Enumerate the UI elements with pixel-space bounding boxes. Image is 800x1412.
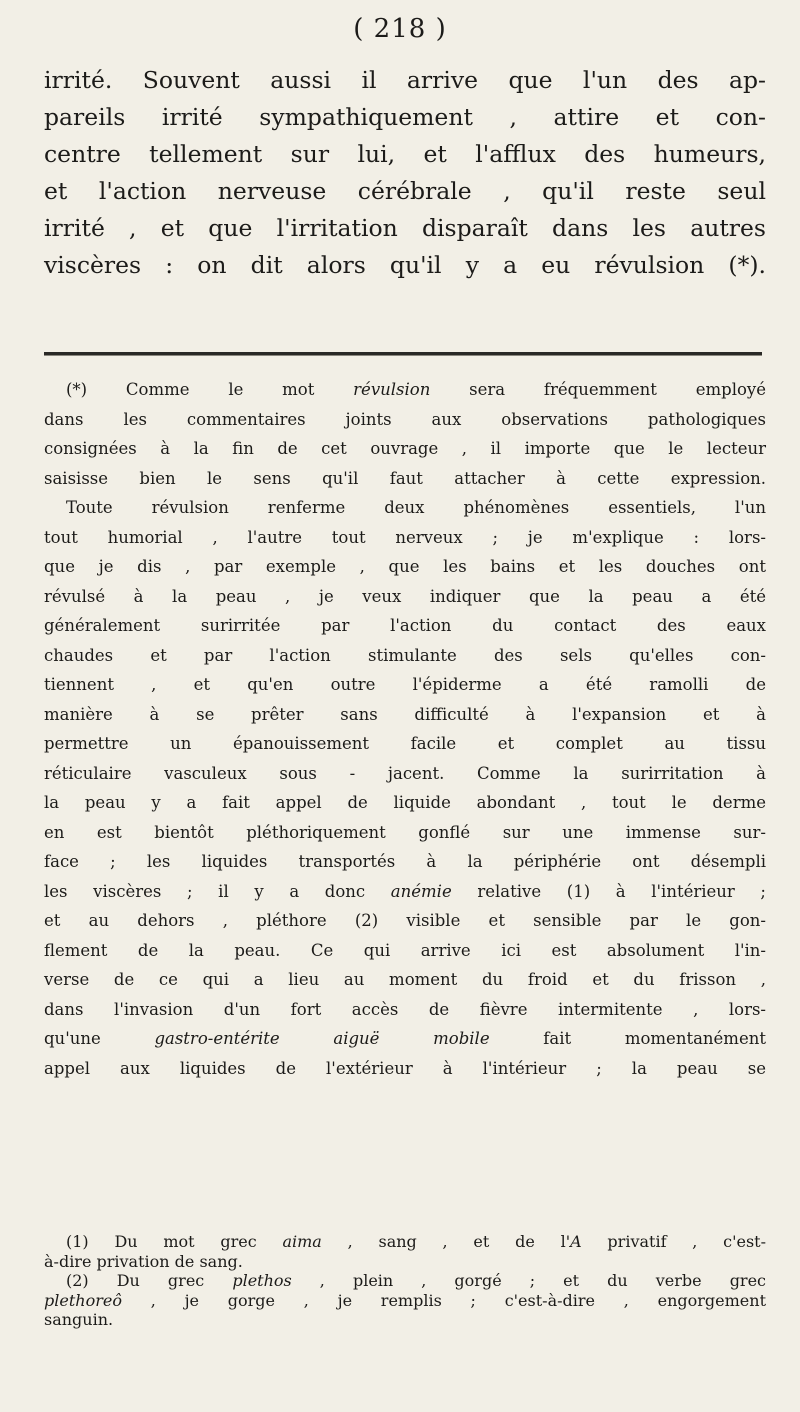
footnote-line: manière à se prêter sans difficulté à l'expansion et à <box>44 704 766 724</box>
footnote-star <box>44 375 766 1083</box>
footnote-line: flement de la peau. Ce qui arrive ici est absolument l'in- <box>44 940 766 960</box>
footnote-line: saisisse bien le sens qu'il faut attacher à cette expression. <box>44 468 766 488</box>
footnote-line: révulsé à la peau , je veux indiquer que la peau a été <box>44 586 766 606</box>
main-line: et l'action nerveuse cérébrale , qu'il reste seul <box>44 177 766 205</box>
page-number: ( 218 ) <box>353 14 447 44</box>
footnote-line: Toute révulsion renferme deux phénomènes essentiels, l'un <box>66 498 766 517</box>
note-italic: A <box>570 1232 582 1251</box>
footnote-line: tiennent , et qu'en outre l'épiderme a été ramolli de <box>44 675 766 694</box>
footnote-line: dans l'invasion d'un fort accès de fièvre intermitente , lors- <box>44 999 766 1019</box>
note-2-line <box>44 1291 766 1311</box>
footnote-line: dans les commentaires joints aux observations pathologiques <box>44 409 766 429</box>
note-italic: plethos <box>232 1271 292 1290</box>
main-line: irrité. Souvent aussi il arrive que l'un des ap- <box>44 66 766 94</box>
footnote-line: verse de ce qui a lieu au moment du froid et du frisson , <box>44 970 766 989</box>
footnote-text: les viscères ; il y a donc <box>44 881 391 901</box>
footnote-line: en est bientôt pléthoriquement gonflé sur une immense sur- <box>44 822 766 842</box>
note-text: (2) Du grec <box>66 1271 233 1290</box>
note-text: (1) Du mot grec <box>66 1232 283 1251</box>
main-line: centre tellement sur lui, et l'afflux des humeurs, <box>44 140 766 168</box>
footnote-italic: révulsion <box>353 380 431 399</box>
note-2-line <box>44 1271 766 1291</box>
note-1-line: à-dire privation de sang. <box>44 1251 243 1271</box>
note-text: , plein , gorgé ; et du verbe grec <box>291 1271 767 1290</box>
footnote-line: appel aux liquides de l'extérieur à l'intérieur ; la peau se <box>44 1058 766 1078</box>
footnote-italic: anémie <box>390 881 452 901</box>
main-line: pareils irrité sympathiquement , attire et con- <box>44 103 766 131</box>
footnote-line: chaudes et par l'action stimulante des sels qu'elles con- <box>44 645 766 665</box>
footnote-italic: gastro-entérite aiguë mobile <box>154 1029 490 1048</box>
footnote-line: tout humorial , l'autre tout nerveux ; je m'explique : lors- <box>44 527 766 547</box>
footnote-line: que je dis , par exemple , que les bains et les douches ont <box>44 557 766 576</box>
sub-notes <box>44 1232 766 1330</box>
main-line: viscères : on dit alors qu'il y a eu révulsion (*). <box>44 251 766 279</box>
footnote-line <box>44 1024 766 1054</box>
note-italic: aima <box>282 1232 322 1251</box>
footnote-line: réticulaire vasculeux sous - jacent. Comme la surirritation à <box>44 763 766 783</box>
footnote-line: généralement surirritée par l'action du contact des eaux <box>44 616 766 635</box>
separator-rule <box>44 352 762 356</box>
footnote-line <box>44 877 766 907</box>
footnote-text: (*) Comme le mot <box>66 380 354 399</box>
footnote-line: et au dehors , pléthore (2) visible et sensible par le gon- <box>44 911 766 930</box>
note-text: privatif , c'est- <box>581 1232 766 1251</box>
main-line: irrité , et que l'irritation disparaît dans les autres <box>44 214 766 242</box>
footnote-text: fait momentanément <box>489 1029 766 1048</box>
main-paragraph <box>44 62 766 284</box>
note-text: , je gorge , je remplis ; c'est-à-dire , engorgement <box>121 1290 766 1310</box>
footnote-text: relative (1) à l'intérieur ; <box>451 881 766 901</box>
footnote-line: face ; les liquides transportés à la périphérie ont désempli <box>44 852 766 871</box>
note-italic: plethoreô <box>44 1290 122 1310</box>
footnote-text: qu'une <box>44 1029 155 1048</box>
footnote-line: consignées à la fin de cet ouvrage , il importe que le lecteur <box>44 439 766 458</box>
footnote-line: permettre un épanouissement facile et complet au tissu <box>44 734 766 753</box>
footnote-line: la peau y a fait appel de liquide abondant , tout le derme <box>44 793 766 812</box>
footnote-line <box>44 375 766 405</box>
footnote-text: sera fréquemment employé <box>430 380 766 399</box>
note-1-line <box>44 1232 766 1252</box>
note-text: , sang , et de l' <box>321 1232 571 1251</box>
note-2-line: sanguin. <box>44 1310 114 1329</box>
